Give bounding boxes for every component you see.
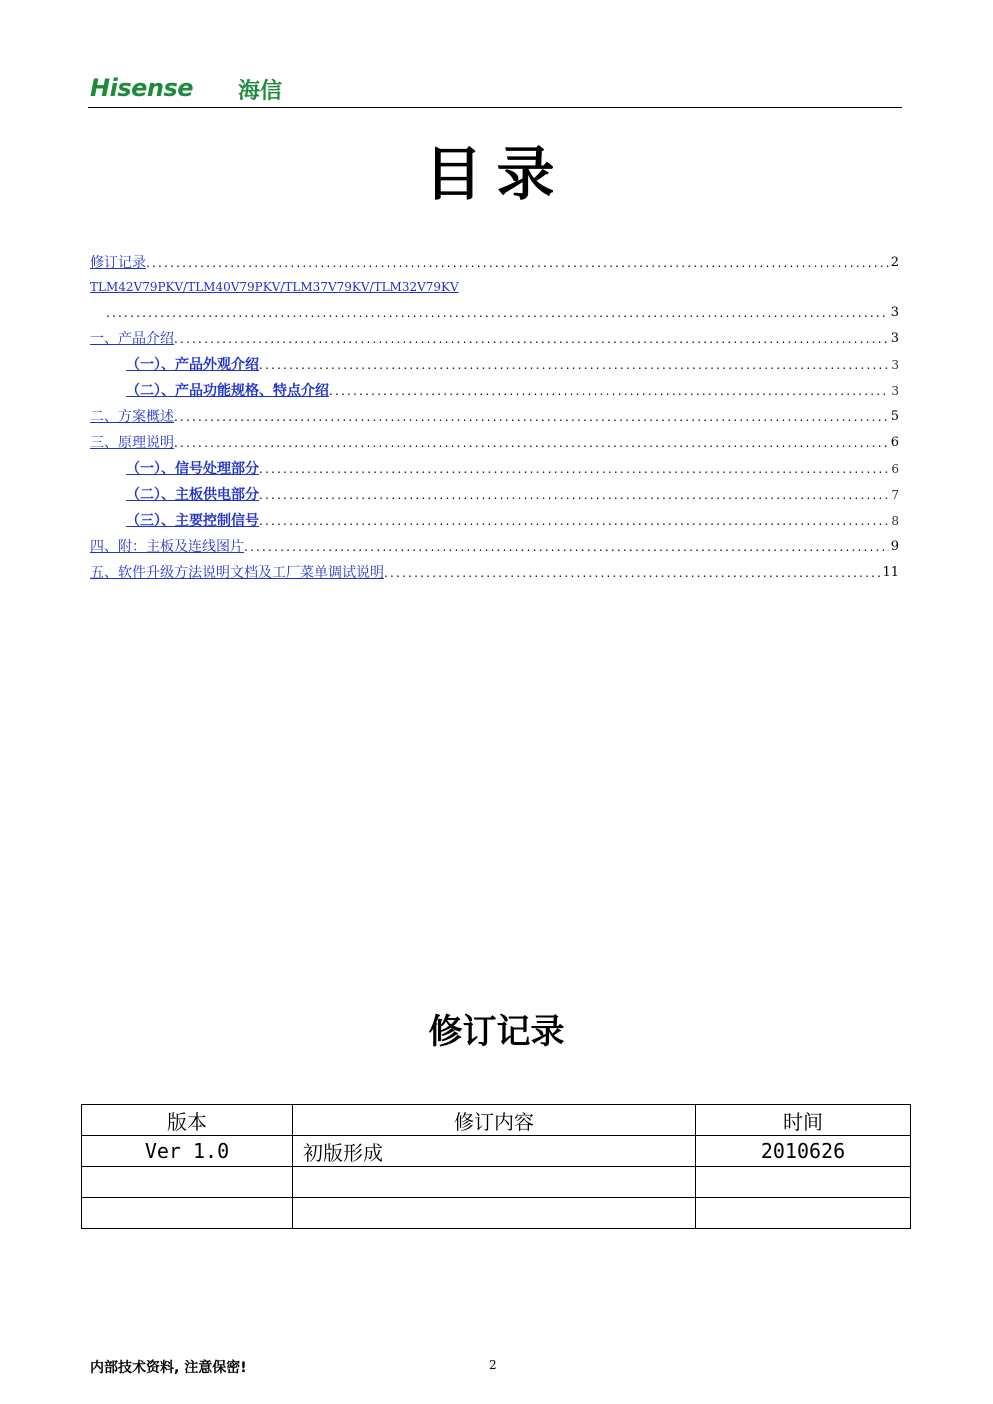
date-cell bbox=[696, 1167, 911, 1198]
toc-leader-dots bbox=[174, 406, 889, 428]
toc-entry-product-intro[interactable] bbox=[90, 328, 899, 350]
toc-leader-dots bbox=[329, 380, 889, 402]
content-cell bbox=[293, 1198, 696, 1229]
version-cell bbox=[82, 1167, 293, 1198]
date-cell bbox=[696, 1198, 911, 1229]
table-row bbox=[82, 1198, 911, 1229]
toc-page-number: 3 bbox=[890, 305, 899, 320]
toc-page-number: 7 bbox=[891, 488, 899, 502]
toc-entry-revision-record[interactable] bbox=[90, 252, 899, 274]
revision-title: 修订记录 bbox=[428, 1012, 565, 1052]
toc-entry-board-pictures[interactable] bbox=[90, 536, 899, 558]
toc-link[interactable]: （二）、产品功能规格、特点介绍 bbox=[126, 383, 329, 399]
version-cell bbox=[82, 1198, 293, 1229]
column-header-content: 修订内容 bbox=[293, 1105, 696, 1136]
revision-table bbox=[81, 1104, 911, 1229]
toc-entry-model-list[interactable] bbox=[90, 276, 899, 298]
table-row bbox=[82, 1167, 911, 1198]
toc-link[interactable]: 三、原理说明 bbox=[90, 435, 174, 451]
toc-leader-dots bbox=[174, 432, 889, 454]
confidential-note: 内部技术资料, 注意保密! bbox=[90, 1360, 247, 1376]
toc-title: 目录 bbox=[424, 140, 569, 208]
toc-leader-dots bbox=[244, 536, 889, 558]
toc-entry-principle[interactable] bbox=[90, 432, 899, 454]
table-row bbox=[82, 1136, 911, 1167]
toc-page-number: 8 bbox=[891, 514, 899, 528]
toc-entry-power-supply[interactable] bbox=[126, 484, 899, 506]
toc-page-number: 5 bbox=[890, 409, 899, 424]
toc-entry-signal-processing[interactable] bbox=[126, 458, 899, 480]
column-header-date: 时间 bbox=[696, 1105, 911, 1136]
table-header-row bbox=[82, 1105, 911, 1136]
toc-leader-dots bbox=[174, 328, 889, 350]
toc-page-number: 2 bbox=[890, 255, 899, 270]
toc-page-number: 6 bbox=[890, 435, 899, 450]
toc-link[interactable]: （一）、信号处理部分 bbox=[126, 461, 259, 477]
toc-link[interactable]: 二、方案概述 bbox=[90, 409, 174, 425]
toc-page-number: 3 bbox=[891, 358, 899, 372]
page-number: 2 bbox=[489, 1358, 497, 1372]
toc-leader-dots bbox=[146, 252, 889, 274]
toc-leader-dots bbox=[259, 354, 889, 376]
toc-entry-specs-features[interactable] bbox=[126, 380, 899, 402]
toc-link[interactable]: （一）、产品外观介绍 bbox=[126, 357, 259, 373]
toc-entry-software-upgrade[interactable] bbox=[90, 562, 899, 584]
toc-link[interactable]: 五、软件升级方法说明文档及工厂菜单调试说明 bbox=[90, 565, 384, 581]
toc-leader-dots bbox=[259, 458, 889, 480]
content-cell bbox=[293, 1167, 696, 1198]
toc-entry-control-signals[interactable] bbox=[126, 510, 899, 532]
header-divider bbox=[88, 107, 902, 108]
toc-page-number: 11 bbox=[882, 565, 899, 580]
toc-page-number: 6 bbox=[891, 462, 899, 476]
toc-page-number: 3 bbox=[891, 384, 899, 398]
hisense-logo bbox=[90, 72, 320, 104]
logo-wordmark: Hisense bbox=[90, 74, 194, 102]
toc-link[interactable]: 一、产品介绍 bbox=[90, 331, 174, 347]
toc-entry-solution-overview[interactable] bbox=[90, 406, 899, 428]
toc-page-number: 3 bbox=[890, 331, 899, 346]
toc-leader-dots bbox=[104, 302, 889, 324]
column-header-version: 版本 bbox=[82, 1105, 293, 1136]
logo-chinese-name: 海信 bbox=[238, 79, 283, 104]
toc-leader-dots bbox=[384, 562, 880, 584]
toc-link[interactable]: 四、附：主板及连线图片 bbox=[90, 539, 244, 555]
version-cell: Ver 1.0 bbox=[82, 1136, 293, 1167]
toc-leader-dots bbox=[259, 484, 889, 506]
toc-leader-dots bbox=[259, 510, 889, 532]
toc-link[interactable]: TLM42V79PKV/TLM40V79PKV/TLM37V79KV/TLM32V79KV bbox=[90, 280, 459, 294]
toc-link[interactable]: 修订记录 bbox=[90, 255, 146, 271]
toc-entry-model-list-continued[interactable] bbox=[104, 302, 899, 324]
toc-entry-appearance[interactable] bbox=[126, 354, 899, 376]
toc-page-number: 9 bbox=[890, 539, 899, 554]
content-cell: 初版形成 bbox=[293, 1136, 696, 1167]
toc-link[interactable]: （二）、主板供电部分 bbox=[126, 487, 259, 503]
toc-link[interactable]: （三）、主要控制信号 bbox=[126, 513, 259, 529]
date-cell: 2010626 bbox=[696, 1136, 911, 1167]
